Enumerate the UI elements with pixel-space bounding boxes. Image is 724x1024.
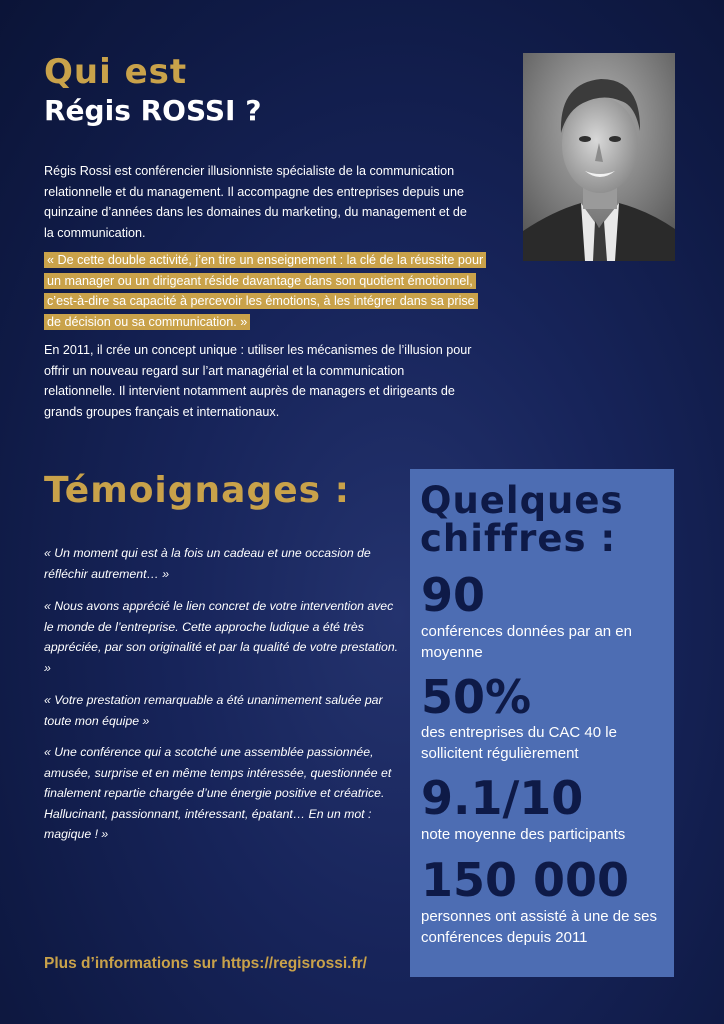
stat-value: 9.1/10 bbox=[421, 771, 584, 825]
stat-value: 50% bbox=[421, 670, 532, 724]
testimonials-title: Témoignages : bbox=[44, 470, 351, 511]
stat-label: conférences données par an en moyenne bbox=[421, 623, 632, 661]
stat-value: 150 000 bbox=[421, 853, 630, 907]
testimonial-item: « Un moment qui est à la fois un cadeau et une occasion de réfléchir autrement… » bbox=[44, 546, 371, 581]
stat-label: des entreprises du CAC 40 le sollicitent régulièrement bbox=[421, 724, 617, 762]
highlight-quote bbox=[44, 250, 484, 332]
page-title-line1: Qui est bbox=[44, 52, 188, 92]
testimonial-item: « Une conférence qui a scotché une assemblée passionnée, amusée, surprise et en même temps intéressée, questionnée et finalement repartie chargée d’une énergie positive et créatrice. Hallucinant, passionnant, intéressant, épatant… En un mot : magique ! » bbox=[44, 745, 392, 841]
portrait-illustration bbox=[523, 53, 675, 261]
intro-paragraph: Régis Rossi est conférencier illusionniste spécialiste de la communication relationnelle et du management. Il accompagne des entreprises depuis une quinzaine d’années dans les domaines du marketing, du management et de la communication. bbox=[44, 164, 467, 240]
concept-paragraph: En 2011, il crée un concept unique : utiliser les mécanismes de l’illusion pour offrir un nouveau regard sur l’art managérial et la communication relationnelle. Il intervient notamment auprès de managers et dirigeants de grands groupes français et internationaux. bbox=[44, 343, 472, 419]
stat-label: personnes ont assisté à une de ses conférences depuis 2011 bbox=[421, 908, 657, 946]
highlight-quote-text: « De cette double activité, j’en tire un enseignement : la clé de la réussite pour un manager ou un dirigeant réside davantage dans son quotient émotionnel, c’est-à-dire sa capacité à percevoir les émotions, à les intégrer dans sa prise de décision ou sa communication. » bbox=[44, 252, 486, 330]
testimonial-item: « Votre prestation remarquable a été unanimement saluée par toute mon équipe » bbox=[44, 693, 383, 728]
stat-label: note moyenne des participants bbox=[421, 826, 626, 843]
stat-value: 90 bbox=[421, 568, 486, 622]
page-title-line2: Régis ROSSI ? bbox=[44, 94, 262, 127]
portrait-photo bbox=[523, 53, 675, 261]
testimonial-item: « Nous avons apprécié le lien concret de votre intervention avec le monde de l’entreprise. Cette approche ludique a été très appréciée, par son originalité et par la qualité de votre prestation. » bbox=[44, 599, 399, 675]
stats-title: Quelques chiffres : bbox=[420, 479, 624, 560]
more-info-link[interactable]: Plus d’informations sur https://regisrossi.fr/ bbox=[44, 955, 367, 972]
